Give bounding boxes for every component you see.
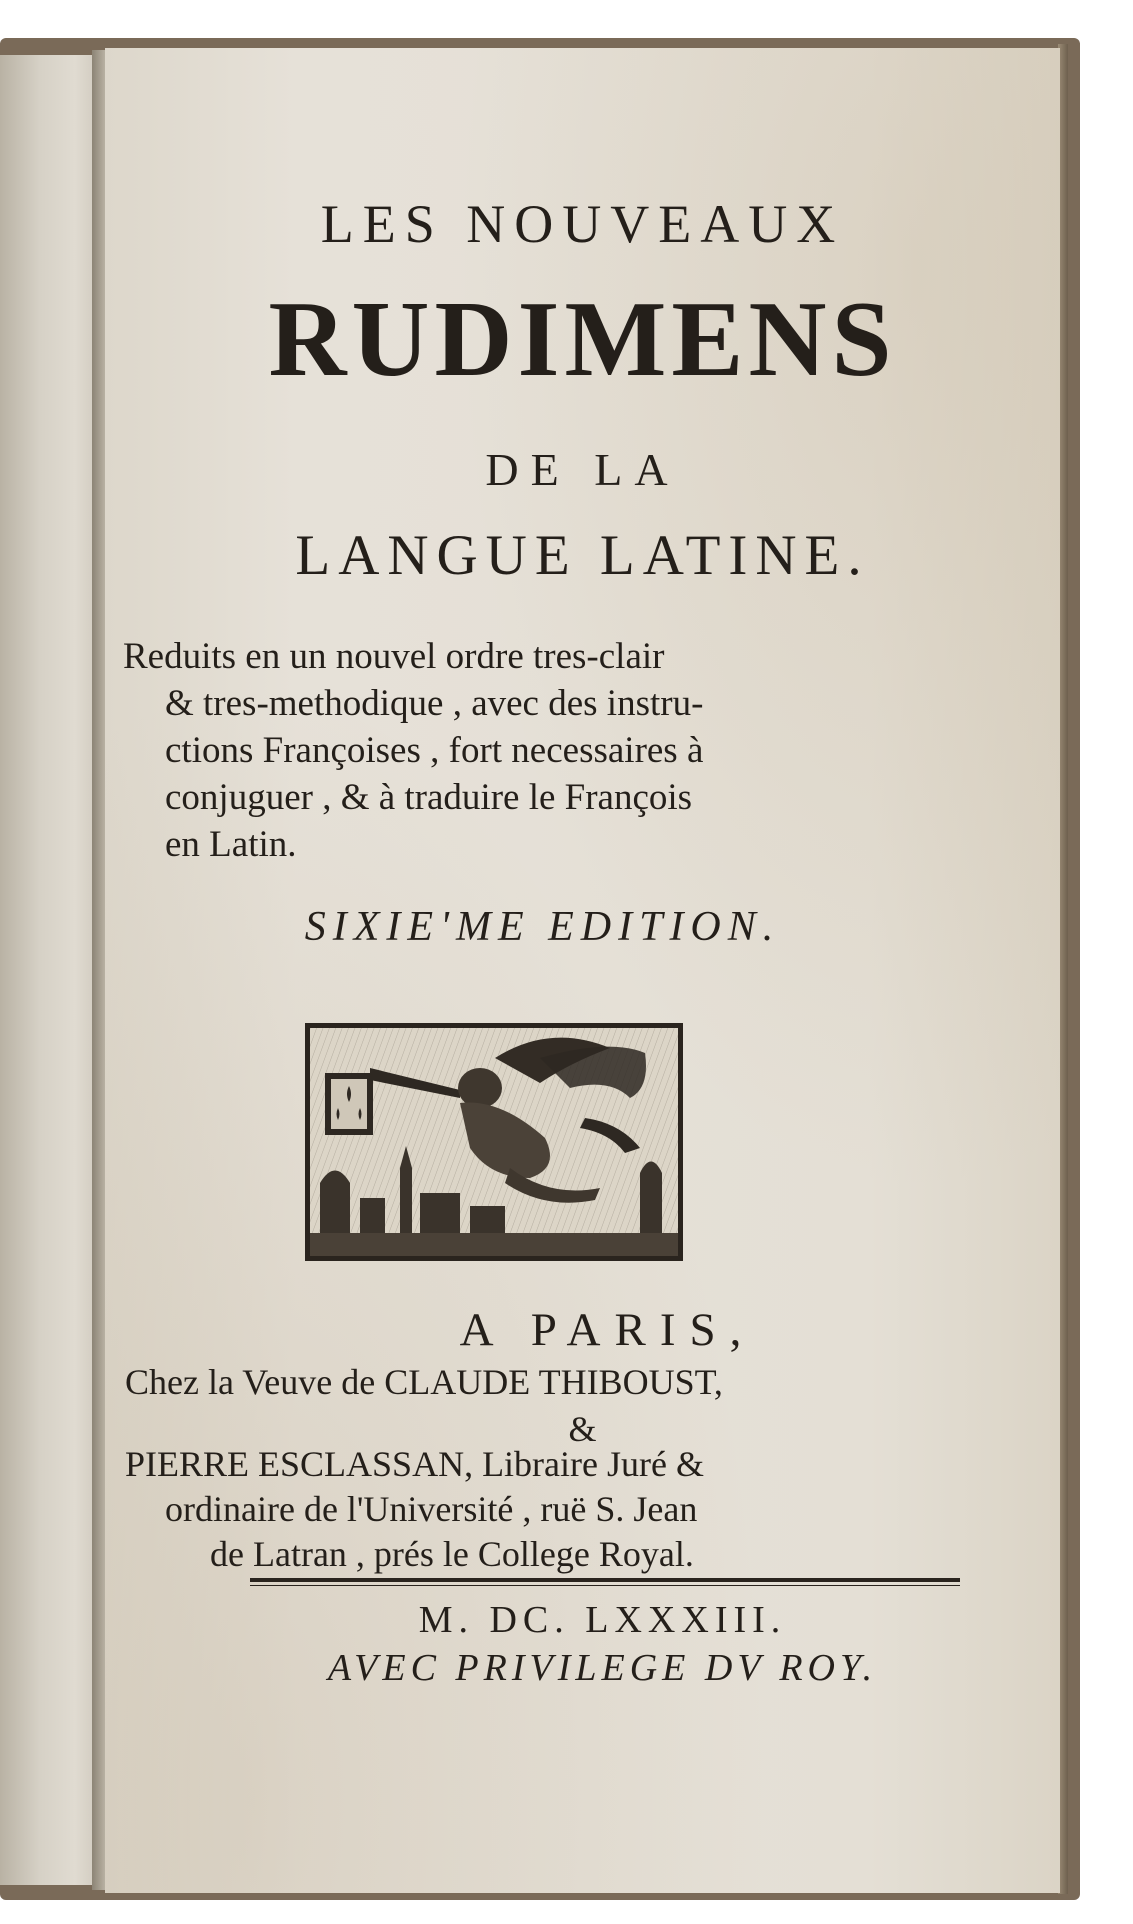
double-rule-thick [250, 1578, 960, 1582]
imprint-ampersand: & [568, 1409, 597, 1449]
imprint-line-5: de Latran , prés le College Royal. [210, 1534, 694, 1574]
edition-statement: SIXIE'ME EDITION. [304, 904, 781, 950]
imprint-city: A PARIS, [459, 1304, 756, 1356]
subtitle-line-5: en Latin. [165, 824, 297, 865]
trumpeting-angel-woodcut-icon [305, 1023, 683, 1261]
subtitle-line-4: conjuguer , & à traduire le François [165, 777, 693, 818]
previous-leaf [0, 55, 100, 1885]
imprint-line-3: PIERRE ESCLASSAN, Libraire Juré & [125, 1444, 704, 1484]
title-page [105, 48, 1060, 1893]
privilege-statement: AVEC PRIVILEGE DV ROY. [327, 1647, 878, 1689]
title-line-4: LANGUE LATINE. [295, 524, 870, 587]
imprint-line-1: Chez la Veuve de CLAUDE THIBOUST, [125, 1362, 723, 1402]
subtitle-line-1: Reduits en un nouvel ordre tres-clair [123, 636, 665, 677]
imprint-line-4: ordinaire de l'Université , ruë S. Jean [165, 1489, 698, 1529]
title-line-1: LES NOUVEAUX [320, 194, 845, 254]
title-line-2: RUDIMENS [268, 280, 897, 399]
subtitle-line-3: ctions Françoises , fort necessaires à [165, 730, 704, 771]
publication-date: M. DC. LXXXIII. [418, 1599, 787, 1641]
title-line-3: DE LA [485, 444, 680, 495]
double-rule-thin [250, 1585, 960, 1586]
subtitle-line-2: & tres-methodique , avec des instru- [165, 683, 704, 724]
